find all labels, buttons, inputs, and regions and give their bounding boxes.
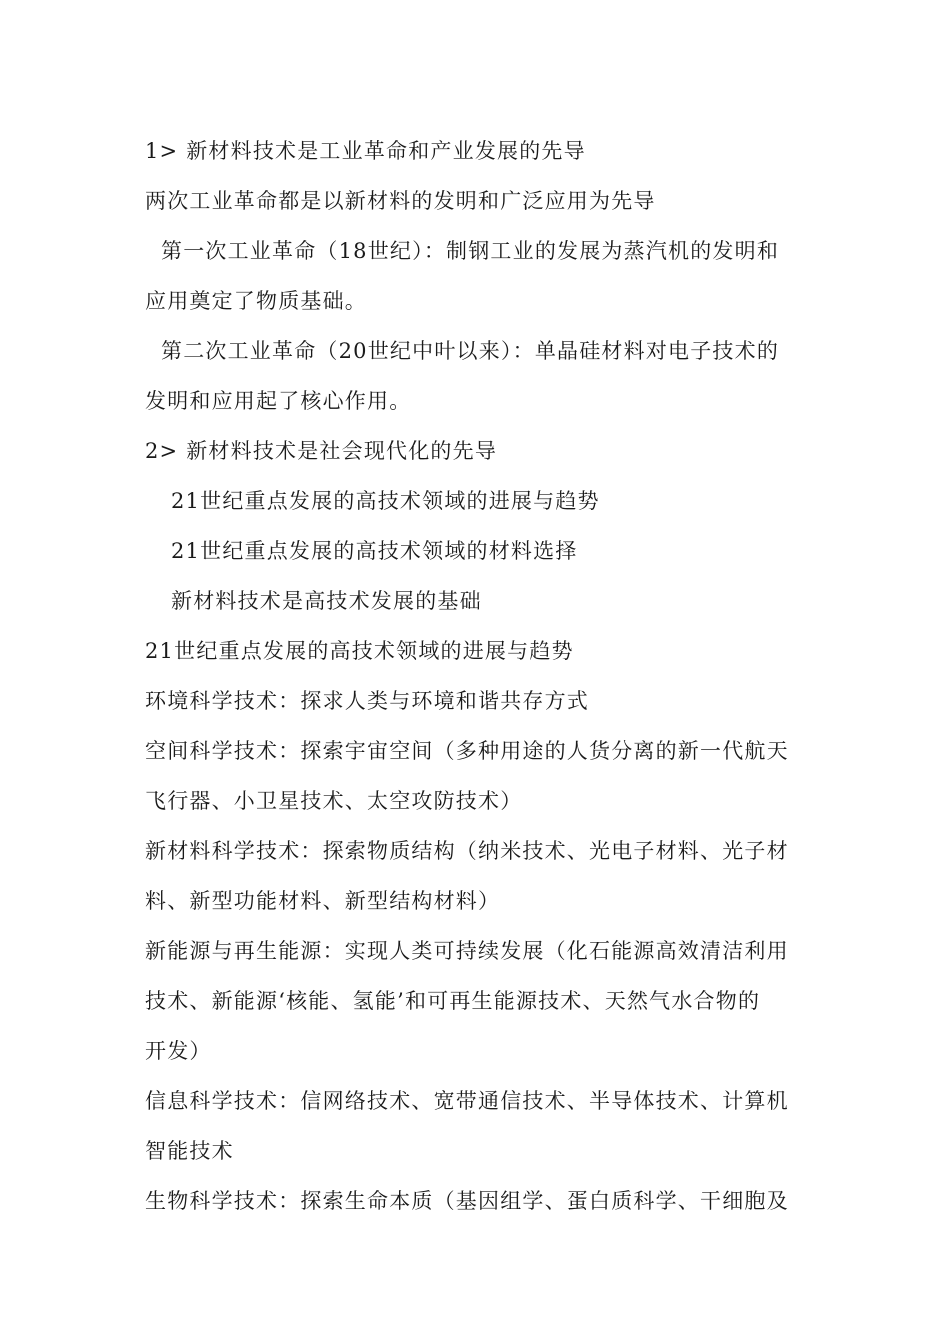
paragraph-line: 信息科学技术：信网络技术、宽带通信技术、半导体技术、计算机 <box>145 1089 789 1113</box>
list-item: 21世纪重点发展的高技术领域的材料选择 <box>171 539 578 563</box>
paragraph-line: 新能源与再生能源：实现人类可持续发展（化石能源高效清洁利用 <box>145 939 789 963</box>
paragraph-line: 空间科学技术：探索宇宙空间（多种用途的人货分离的新一代航天 <box>145 739 789 763</box>
paragraph-line: 第二次工业革命（20世纪中叶以来）：单晶硅材料对电子技术的 <box>161 339 780 363</box>
paragraph-line: 新材料科学技术：探索物质结构（纳米技术、光电子材料、光子材 <box>145 839 789 863</box>
paragraph-line: 开发） <box>145 1039 212 1063</box>
section-title: 21世纪重点发展的高技术领域的进展与趋势 <box>145 639 574 663</box>
paragraph-line: 飞行器、小卫星技术、太空攻防技术） <box>145 789 523 813</box>
list-item: 新材料技术是高技术发展的基础 <box>171 589 482 613</box>
heading-1: 1> 新材料技术是工业革命和产业发展的先导 <box>145 139 586 163</box>
paragraph-line: 生物科学技术：探索生命本质（基因组学、蛋白质科学、干细胞及 <box>145 1189 789 1213</box>
paragraph-line: 技术、新能源‘核能、氢能’和可再生能源技术、天然气水合物的 <box>145 989 761 1013</box>
list-item: 21世纪重点发展的高技术领域的进展与趋势 <box>171 489 600 513</box>
paragraph-line: 第一次工业革命（18世纪）：制钢工业的发展为蒸汽机的发明和 <box>161 239 780 263</box>
paragraph-line: 应用奠定了物质基础。 <box>145 289 367 313</box>
paragraph-line: 发明和应用起了核心作用。 <box>145 389 412 413</box>
heading-2: 2> 新材料技术是社会现代化的先导 <box>145 439 498 463</box>
paragraph-line: 环境科学技术：探求人类与环境和谐共存方式 <box>145 689 589 713</box>
paragraph-line: 智能技术 <box>145 1139 234 1163</box>
document-body <box>145 126 805 1226</box>
paragraph-line: 两次工业革命都是以新材料的发明和广泛应用为先导 <box>145 189 656 213</box>
paragraph-line: 料、新型功能材料、新型结构材料） <box>145 889 501 913</box>
